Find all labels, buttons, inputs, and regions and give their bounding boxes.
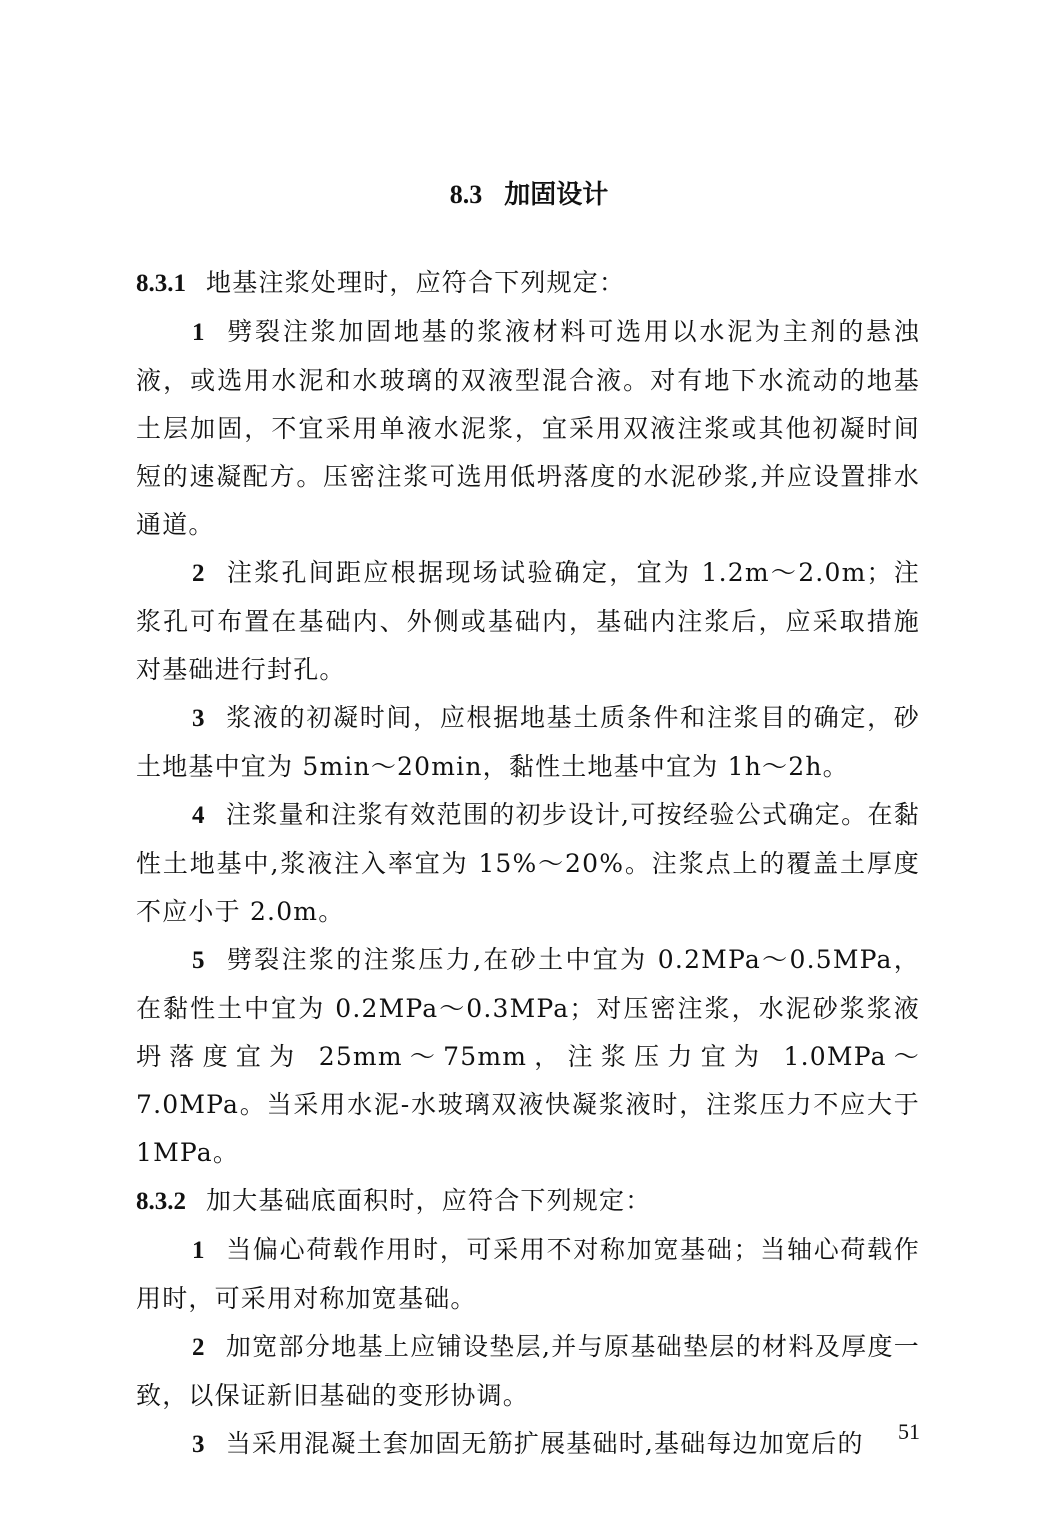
body-text bbox=[136, 259, 920, 1469]
list-item bbox=[136, 1226, 920, 1323]
clause-heading bbox=[136, 1177, 920, 1226]
item-text: 当偏心荷载作用时，可采用不对称加宽基础；当轴心荷载作用时，可采用对称加宽基础。 bbox=[136, 1235, 920, 1313]
item-text: 当采用混凝土套加固无筋扩展基础时,基础每边加宽后的 bbox=[225, 1429, 864, 1458]
item-number: 1 bbox=[192, 319, 206, 346]
item-number: 2 bbox=[192, 560, 206, 587]
list-item bbox=[136, 936, 920, 1177]
item-text: 劈裂注浆的注浆压力,在砂土中宜为 0.2MPa～0.5MPa，在黏性土中宜为 0.2MPa～0.3MPa；对压密注浆，水泥砂浆浆液坍落度宜为 25mm～75mm，注浆压力宜为 1.0MPa～7.0MPa。当采用水泥-水玻璃双液快凝浆液时，注浆压力不应大于 1MPa。 bbox=[136, 945, 920, 1167]
clause-heading bbox=[136, 259, 920, 308]
item-number: 3 bbox=[192, 1431, 206, 1458]
item-number: 3 bbox=[192, 705, 206, 732]
item-number: 1 bbox=[192, 1237, 206, 1264]
section-title-text: 加固设计 bbox=[504, 180, 609, 210]
item-text: 加宽部分地基上应铺设垫层,并与原基础垫层的材料及厚度一致，以保证新旧基础的变形协调。 bbox=[136, 1332, 920, 1410]
section-heading bbox=[0, 175, 1058, 215]
list-item bbox=[136, 1420, 920, 1469]
clause-number: 8.3.2 bbox=[136, 1188, 186, 1215]
item-number: 2 bbox=[192, 1334, 206, 1361]
list-item bbox=[136, 549, 920, 694]
item-text: 注浆量和注浆有效范围的初步设计,可按经验公式确定。在黏性土地基中,浆液注入率宜为 15%～20%。注浆点上的覆盖土厚度不应小于 2.0m。 bbox=[136, 800, 920, 926]
item-text: 劈裂注浆加固地基的浆液材料可选用以水泥为主剂的悬浊液，或选用水泥和水玻璃的双液型混合液。对有地下水流动的地基土层加固，不宜采用单液水泥浆，宜采用双液注浆或其他初凝时间短的速凝配方。压密注浆可选用低坍落度的水泥砂浆,并应设置排水通道。 bbox=[136, 317, 920, 539]
list-item bbox=[136, 308, 920, 549]
list-item bbox=[136, 1323, 920, 1420]
clause-intro: 地基注浆处理时，应符合下列规定： bbox=[206, 268, 626, 297]
list-item bbox=[136, 791, 920, 936]
item-text: 浆液的初凝时间，应根据地基土质条件和注浆目的确定，砂土地基中宜为 5min～20min，黏性土地基中宜为 1h～2h。 bbox=[136, 703, 920, 781]
list-item bbox=[136, 694, 920, 791]
clause-intro: 加大基础底面积时，应符合下列规定： bbox=[206, 1186, 652, 1215]
page-number: 51 bbox=[898, 1419, 920, 1444]
section-number: 8.3 bbox=[449, 180, 483, 209]
item-number: 4 bbox=[192, 802, 206, 829]
item-number: 5 bbox=[192, 947, 206, 974]
clause-number: 8.3.1 bbox=[136, 270, 186, 297]
item-text: 注浆孔间距应根据现场试验确定，宜为 1.2m～2.0m；注浆孔可布置在基础内、外侧或基础内，基础内注浆后，应采取措施对基础进行封孔。 bbox=[136, 558, 920, 684]
